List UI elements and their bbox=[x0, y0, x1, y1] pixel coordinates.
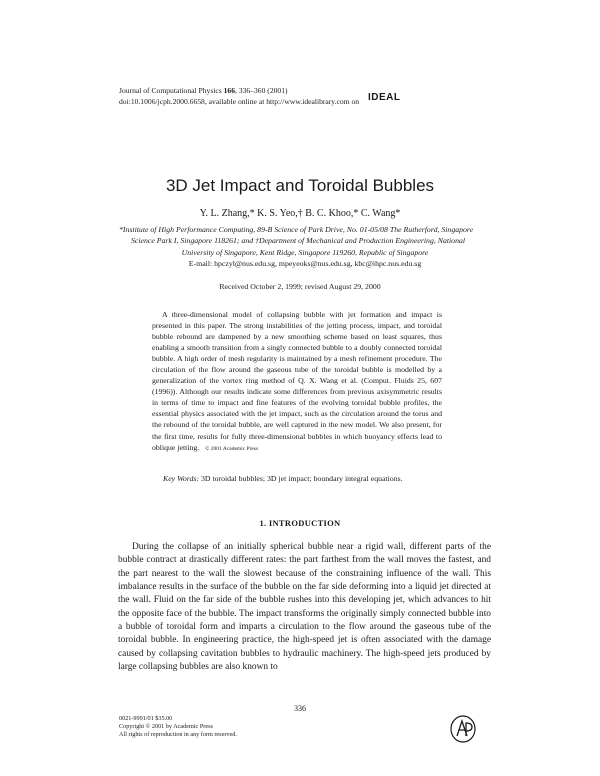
ideal-logo-text: IDEAL bbox=[368, 92, 401, 103]
page-number: 336 bbox=[294, 704, 306, 713]
affiliation-line-2: Science Park I, Singapore 118261; and †Department of Mechanical and Production Engineering, National bbox=[131, 236, 466, 246]
article-title: 3D Jet Impact and Toroidal Bubbles bbox=[165, 176, 435, 195]
affiliation-line-1: *Institute of High Performance Computing, 89-B Science of Park Drive, No. 01-05/08 The Rutherford, Singapore bbox=[119, 225, 474, 234]
introduction-paragraph: During the collapse of an initially spherical bubble near a rigid wall, different parts of the bubble contract at drastically different rates: the part farthest from the wall moves the fastest, and the part nearest to the wall the slowest because of the constraining influence of the wall. This imbalance results in the surface of the bubble on the far side deforming into a liquid jet directed at the wall. Fluid on the far side of the bubble rushes into this developing jet, which advances to hit the opposite face of the bubble. The impact transforms the originally simply connected bubble into a bubble of toroidal form and imparts a circulation to the flow around the gaseous tube of the toroidal bubble. In engineering practice, the high-speed jet is often associated with the damage caused by collapsing cavitation bubbles to hydraulic machinery. The high-speed jets produced by large collapsing bubbles are also known to bbox=[118, 542, 491, 673]
journal-pages: , 336–360 (2001) bbox=[235, 86, 288, 95]
affiliations bbox=[119, 224, 491, 269]
issn-line: 0021-9991/01 $35.00 bbox=[119, 715, 173, 722]
introduction-body bbox=[118, 541, 491, 674]
doi-line[interactable]: doi:10.1006/jcph.2000.6658, available online at http://www.idealibrary.com on bbox=[119, 97, 360, 106]
journal-citation bbox=[119, 85, 359, 107]
abstract-copyright: © 2001 Academic Press bbox=[205, 445, 259, 452]
author-list: Y. L. Zhang,* K. S. Yeo,† B. C. Khoo,* C. Wang* bbox=[199, 208, 401, 219]
academic-press-logo-icon bbox=[449, 714, 477, 744]
keywords-label: Key Words: bbox=[163, 474, 200, 483]
academic-press-logo bbox=[449, 714, 477, 744]
keywords-list: 3D toroidal bubbles; 3D jet impact; boundary integral equations. bbox=[199, 474, 403, 483]
abstract-paragraph bbox=[152, 309, 442, 455]
footer-copyright bbox=[119, 715, 237, 739]
author-emails: E-mail: hpczyl@nus.edu.sg, mpeyeoks@nus.edu.sg, kbc@ihpc.nus.edu.sg bbox=[188, 258, 422, 268]
journal-name: Journal of Computational Physics bbox=[119, 86, 224, 95]
section-heading: 1. INTRODUCTION bbox=[259, 518, 341, 528]
rights-line: All rights of reproduction in any form reserved. bbox=[119, 731, 237, 738]
keywords bbox=[163, 474, 443, 484]
received-dates: Received October 2, 1999; revised August 29, 2000 bbox=[219, 282, 381, 291]
journal-line bbox=[119, 85, 359, 96]
affiliation-line-3: University of Singapore, Kent Ridge, Singapore 119260, Republic of Singapore bbox=[181, 247, 429, 257]
abstract-text: A three-dimensional model of collapsing bubble with jet formation and impact is presented in this paper. The strong instabilities of the jetting process, impact, and toroidal bubble rebound are dampened by a new smoothing scheme based on least squares, thus enabling a smooth transition from a singly connected bubble to a doubly connected toroidal bubble. A high order of mesh regularity is maintained by a mesh refinement procedure. The circulation of the flow around the gaseous tube of the toroidal bubble is modelled by a generalization of the vortex ring method of Q. X. Wang et al. (Comput. Fluids 25, 607 (1996)). Although our results indicate some differences from previous axisymmetric results in terms of time to impact and fine features of the evolving toroidal bubble profiles, the essential physics associated with the jet impact, such as the circulation around the torus and the rebound of the toroidal bubble, are well captured in the new model. We also present, for the first time, results for fully three-dimensional bubbles in which buoyancy effects lead to oblique jetting. bbox=[152, 310, 442, 452]
abstract bbox=[152, 309, 442, 455]
ideal-logo bbox=[368, 92, 406, 103]
journal-volume: 166 bbox=[223, 86, 236, 95]
copyright-line: Copyright © 2001 by Academic Press bbox=[119, 723, 213, 730]
